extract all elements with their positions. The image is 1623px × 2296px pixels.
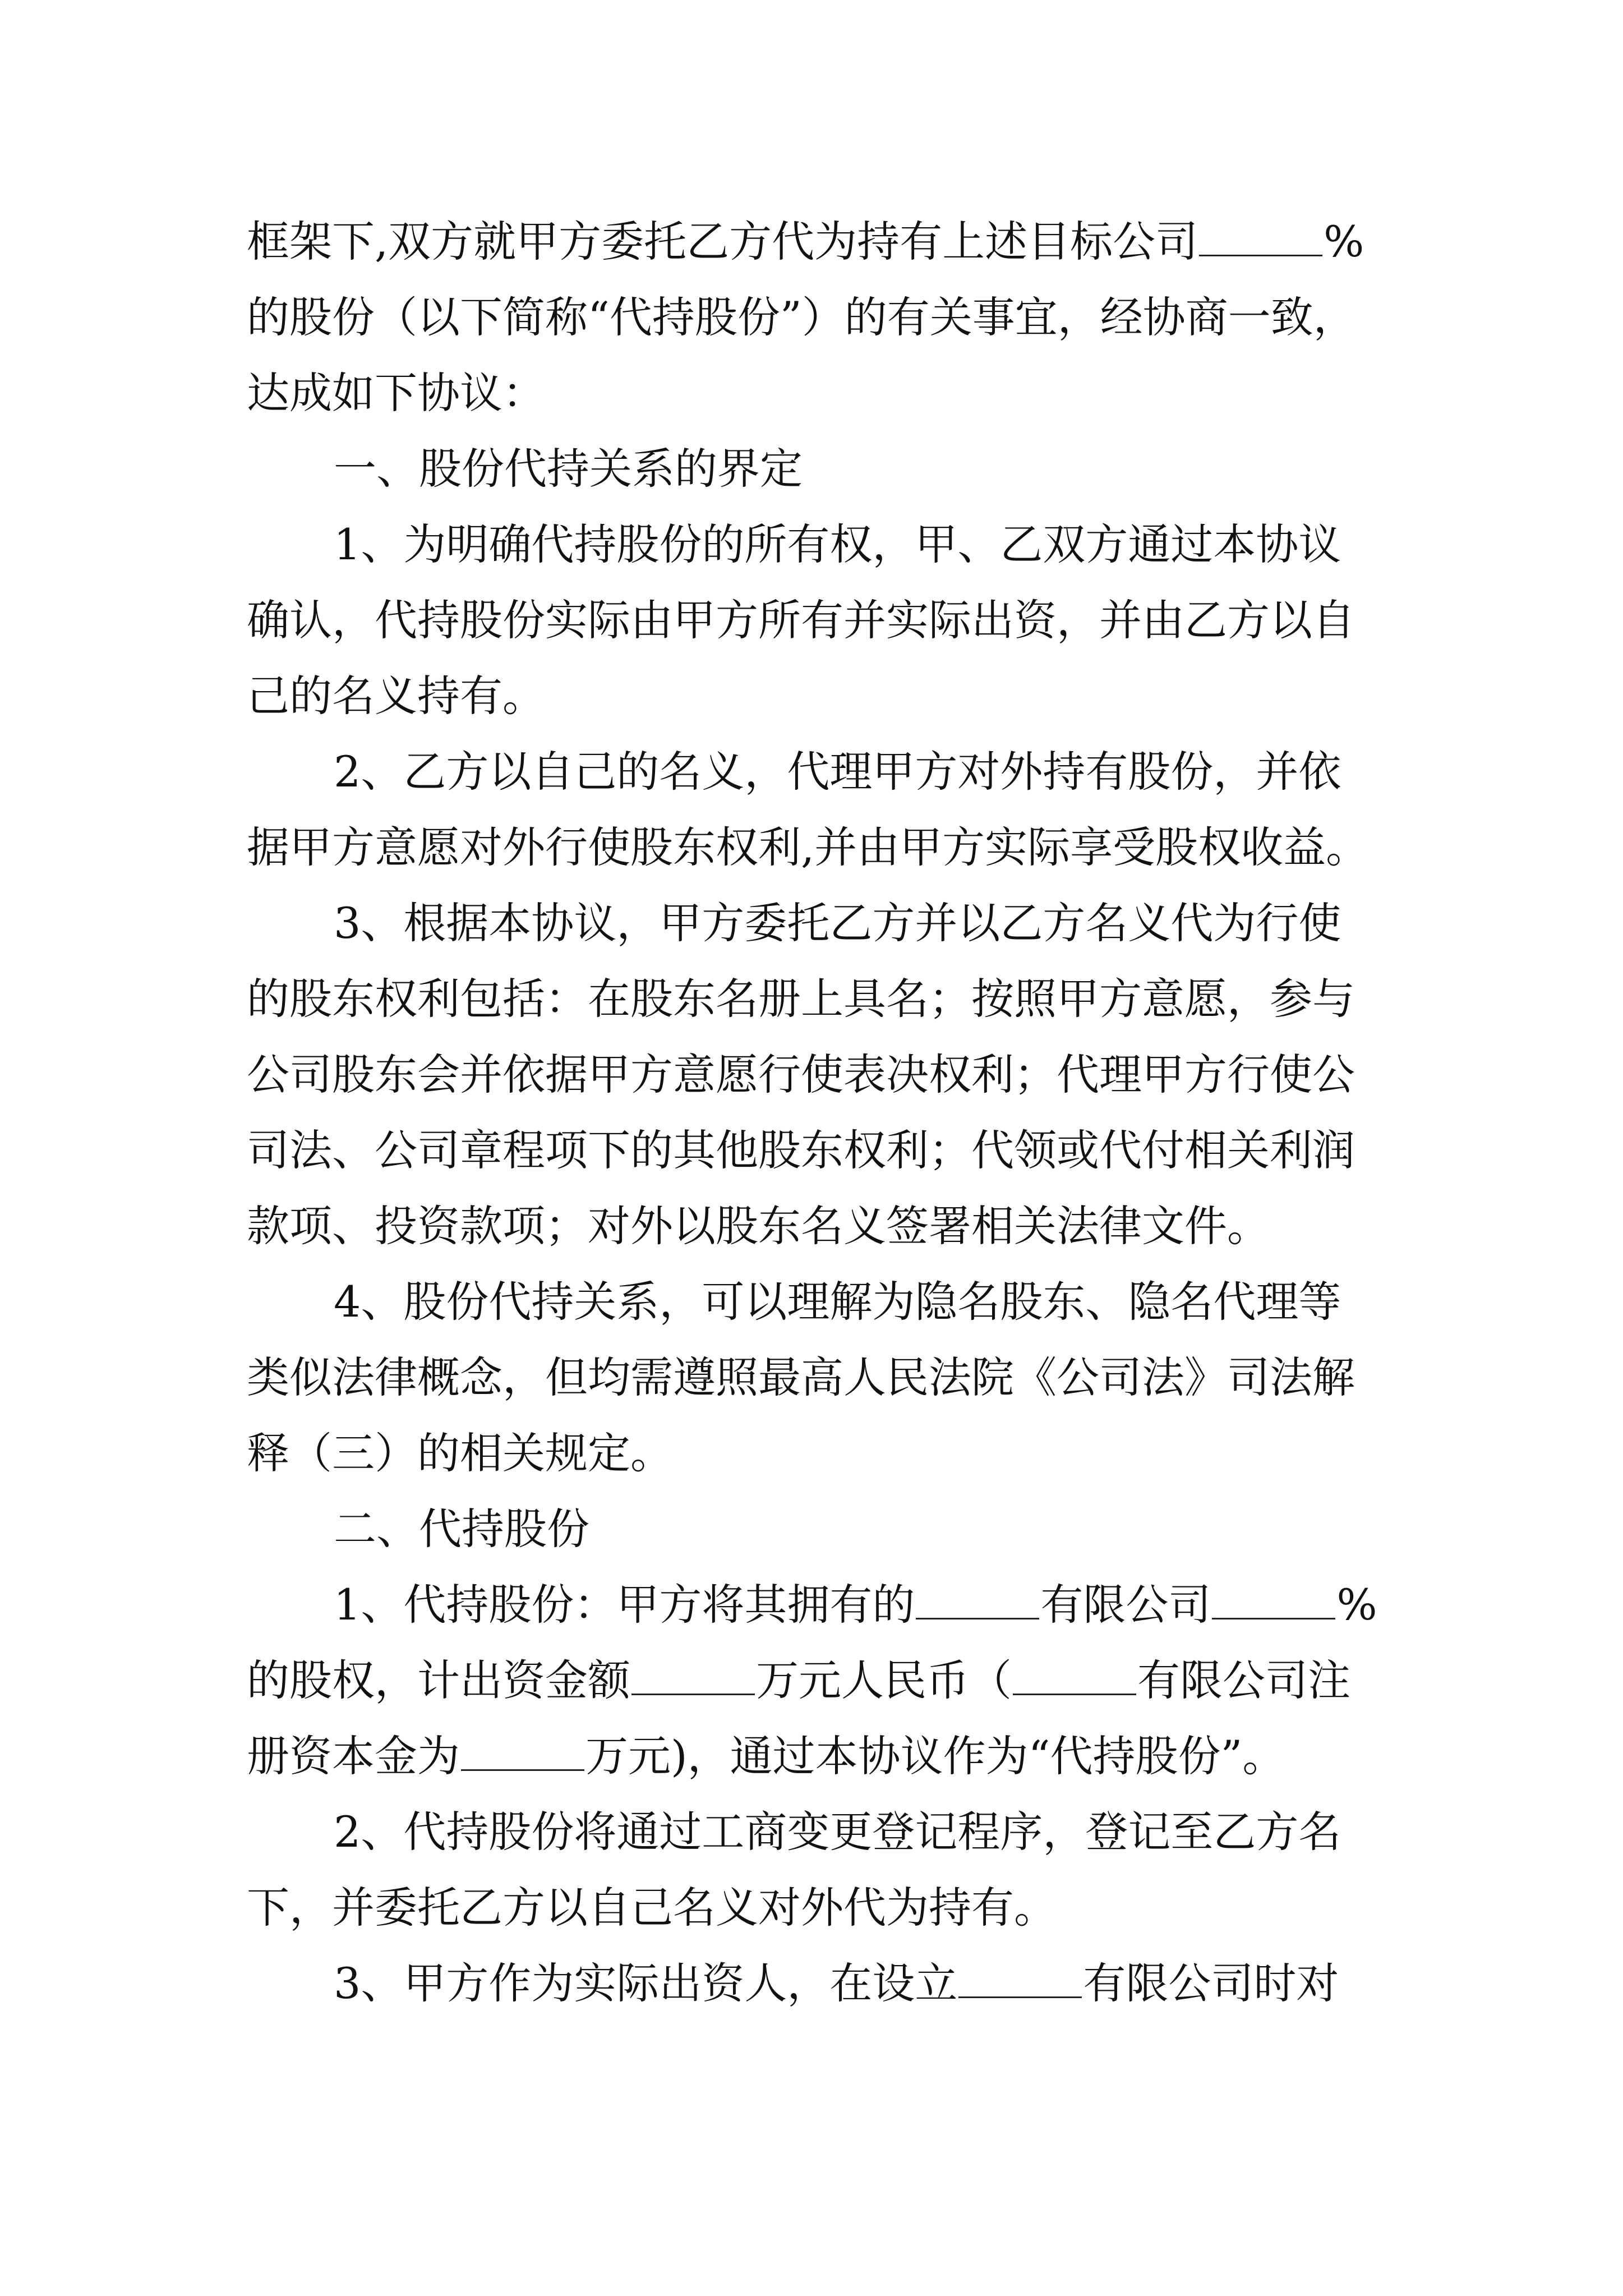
fill-in-blank [1199, 220, 1322, 256]
text-segment: 有限公司时对 [1083, 1958, 1339, 2008]
text-segment: 释（三）的相关规定。 [247, 1428, 673, 1478]
text-line-7 [247, 669, 545, 723]
fill-in-blank [1013, 1659, 1136, 1695]
text-segment: 类似法律概念，但均需遵照最高人民法院《公司法》司法解 [247, 1352, 1355, 1402]
text-segment: 下，并委托乙方以自己名义对外代为持有。 [247, 1883, 1057, 1932]
text-segment: 3、根据本协议，甲方委托乙方并以乙方名义代为行使 [334, 898, 1341, 948]
text-segment: 4、股份代持关系，可以理解为隐名股东、隐名代理等 [334, 1277, 1341, 1327]
text-segment: 有限公司注 [1137, 1655, 1350, 1705]
text-segment: 万元人民币（ [756, 1655, 1012, 1705]
section-heading-2 [334, 1502, 589, 1556]
fill-in-blank [958, 1962, 1082, 1998]
section-heading-1 [334, 442, 803, 496]
text-segment: % [1336, 1580, 1377, 1630]
text-segment: 公司股东会并依据甲方意愿行使表决权利；代理甲方行使公 [247, 1050, 1355, 1099]
text-segment: 据甲方意愿对外行使股东权利,并由甲方实际享受股权收益。 [247, 822, 1369, 872]
text-segment: 框架下,双方就甲方委托乙方代为持有上述目标公司 [247, 217, 1198, 266]
text-line-15 [334, 1275, 1341, 1329]
text-line-3 [247, 366, 545, 420]
text-segment: 3、甲方作为实际出资人，在设立 [334, 1958, 958, 2008]
text-segment: 有限公司 [1040, 1580, 1211, 1630]
text-segment: 1、代持股份：甲方将其拥有的 [334, 1580, 915, 1630]
text-segment: 一、股份代持关系的界定 [334, 444, 803, 494]
text-line-2 [247, 291, 1356, 344]
fill-in-blank [1212, 1583, 1335, 1619]
text-line-10 [334, 896, 1341, 950]
text-segment: 2、乙方以自己的名义，代理甲方对外持有股份，并依 [334, 747, 1341, 797]
text-line-17 [247, 1427, 673, 1480]
text-line-22 [334, 1805, 1341, 1859]
text-line-12 [247, 1048, 1355, 1102]
text-segment: 的股份（以下简称“代持股份”）的有关事宜，经协商一致， [247, 292, 1356, 342]
text-segment: 册资本金为 [247, 1731, 460, 1781]
text-segment: 2、代持股份将通过工商变更登记程序，登记至乙方名 [334, 1807, 1341, 1857]
text-segment: 的股东权利包括：在股东名册上具名；按照甲方意愿，参与 [247, 974, 1355, 1024]
text-segment: 二、代持股份 [334, 1504, 589, 1554]
text-segment: 司法、公司章程项下的其他股东权利；代领或代付相关利润 [247, 1125, 1355, 1175]
text-segment: 确认，代持股份实际由甲方所有并实际出资，并由乙方以自 [247, 595, 1355, 645]
text-segment: 1、为明确代持股份的所有权，甲、乙双方通过本协议 [334, 519, 1341, 569]
text-segment: 的股权，计出资金额 [247, 1655, 630, 1705]
text-line-16 [247, 1351, 1355, 1405]
text-line-21 [247, 1729, 1285, 1783]
text-line-9 [247, 821, 1368, 875]
text-line-6 [247, 593, 1355, 647]
text-line-11 [247, 972, 1355, 1026]
text-line-13 [247, 1124, 1355, 1177]
text-line-8 [334, 745, 1341, 799]
text-line-23 [247, 1881, 1057, 1935]
text-segment: % [1324, 217, 1364, 266]
text-segment: 己的名义持有。 [247, 671, 545, 721]
fill-in-blank [461, 1734, 584, 1771]
text-segment: 万元)，通过本协议作为“代持股份”。 [585, 1731, 1285, 1781]
text-line-19 [334, 1578, 1377, 1632]
text-line-20 [247, 1654, 1350, 1708]
text-line-1 [247, 215, 1364, 269]
text-line-24 [334, 1957, 1339, 2010]
text-line-14 [247, 1199, 1270, 1253]
fill-in-blank [631, 1659, 755, 1695]
fill-in-blank [916, 1583, 1039, 1619]
text-line-5 [334, 518, 1341, 572]
text-segment: 达成如下协议： [247, 368, 545, 418]
text-segment: 款项、投资款项；对外以股东名义签署相关法律文件。 [247, 1201, 1270, 1251]
